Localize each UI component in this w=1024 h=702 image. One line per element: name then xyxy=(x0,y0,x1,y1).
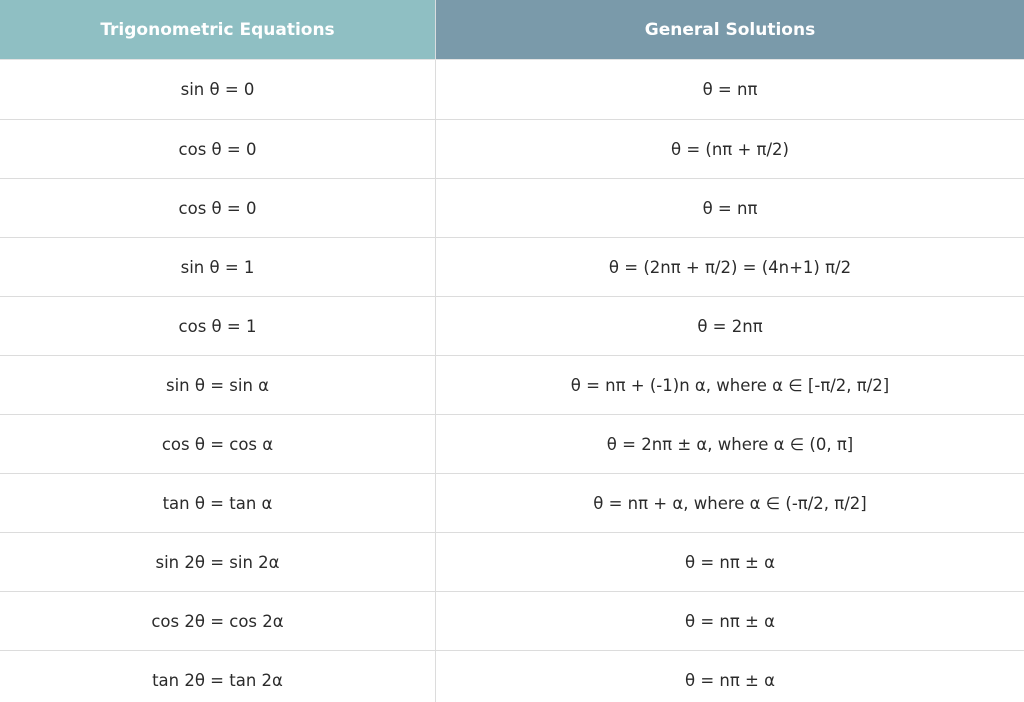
table-row xyxy=(0,178,1024,237)
table-row xyxy=(0,296,1024,355)
equation-cell: sin θ = 1 xyxy=(0,238,436,296)
table-header-row xyxy=(0,0,1024,59)
equation-cell: sin 2θ = sin 2α xyxy=(0,533,436,591)
solution-cell: θ = 2nπ ± α, where α ∈ (0, π] xyxy=(606,434,854,454)
table-row xyxy=(0,414,1024,473)
header-solutions: General Solutions xyxy=(436,0,1024,59)
header-equations: Trigonometric Equations xyxy=(0,0,436,59)
solution-cell: θ = nπ xyxy=(702,80,758,99)
solution-cell: θ = nπ xyxy=(702,198,758,218)
equation-cell: tan 2θ = tan 2α xyxy=(0,651,436,702)
equation-cell: cos θ = cos α xyxy=(0,415,436,473)
table-row xyxy=(0,473,1024,532)
solution-cell: θ = nπ ± α xyxy=(685,670,775,690)
equation-cell: cos θ = 0 xyxy=(0,179,436,237)
table-row xyxy=(0,532,1024,591)
solution-cell: θ = nπ + (-1)n α, where α ∈ [-π/2, π/2] xyxy=(570,375,890,395)
solution-cell: θ = nπ ± α xyxy=(685,552,775,572)
table-row xyxy=(0,650,1024,702)
equation-cell: tan θ = tan α xyxy=(0,474,436,532)
table-row xyxy=(0,591,1024,650)
solution-cell: θ = (2nπ + π/2) = (4n+1) π/2 xyxy=(608,257,852,277)
solution-cell: θ = nπ ± α xyxy=(685,611,775,631)
table-row xyxy=(0,355,1024,414)
solution-cell: θ = (nπ + π/2) xyxy=(671,139,789,159)
equation-cell: cos 2θ = cos 2α xyxy=(0,592,436,650)
table-row xyxy=(0,119,1024,178)
equation-cell: cos θ = 0 xyxy=(0,120,436,178)
equation-cell: sin θ = 0 xyxy=(0,60,436,119)
table-row xyxy=(0,237,1024,296)
equation-cell: sin θ = sin α xyxy=(0,356,436,414)
equation-cell: cos θ = 1 xyxy=(0,297,436,355)
solution-cell: θ = nπ + α, where α ∈ (-π/2, π/2] xyxy=(593,493,867,513)
table-body xyxy=(0,59,1024,702)
solution-cell: θ = 2nπ xyxy=(697,316,763,336)
table-row xyxy=(0,60,1024,119)
